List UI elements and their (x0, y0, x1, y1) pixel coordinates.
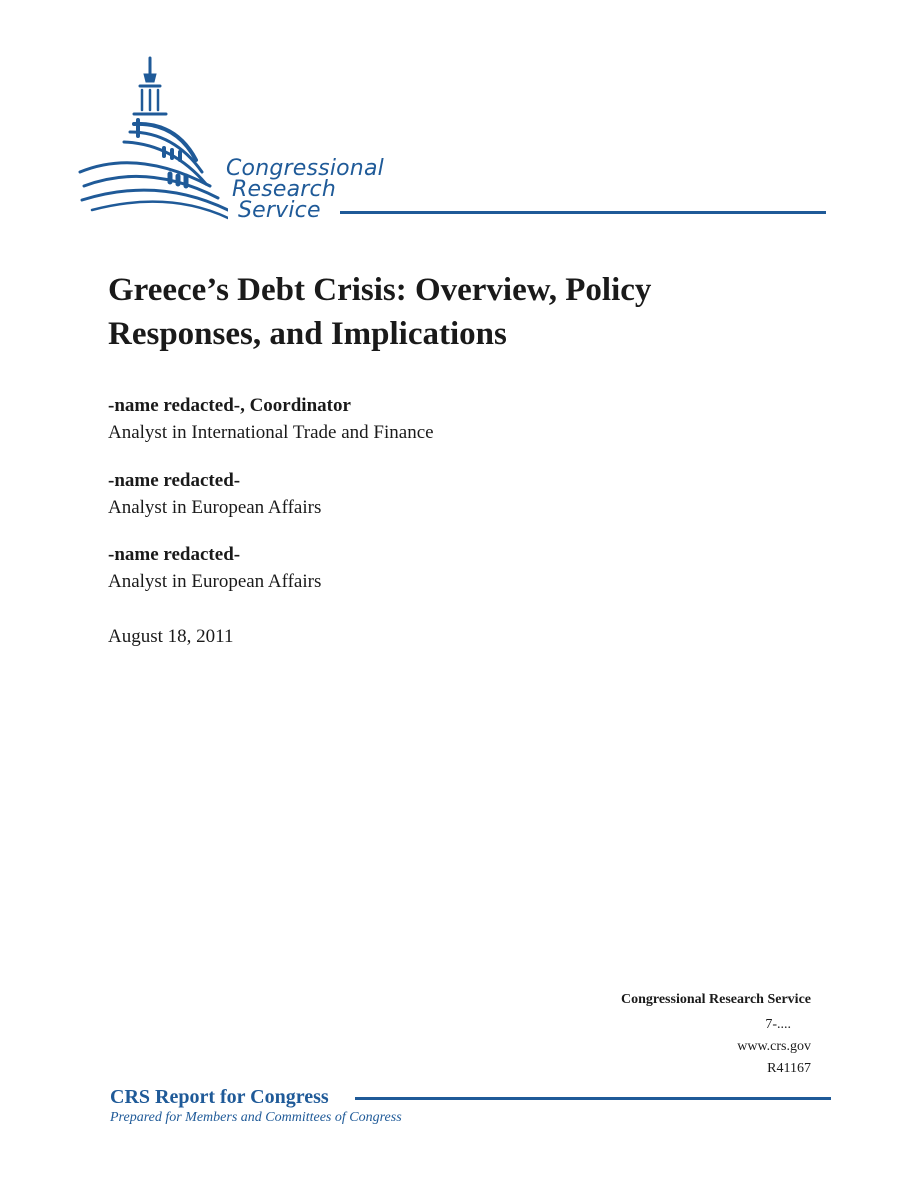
crs-capitol-logo (78, 52, 228, 226)
meta-website-link[interactable]: www.crs.gov (737, 1039, 811, 1054)
capitol-dome-icon (78, 52, 228, 222)
report-title: Greece’s Debt Crisis: Overview, Policy Responses, and Implications (108, 272, 652, 352)
crs-tagline: Prepared for Members and Committees of Congress (110, 1110, 402, 1125)
logo-text-research: Research (232, 177, 336, 202)
author-block (108, 393, 708, 447)
footer-divider (355, 1097, 831, 1100)
report-date: August 18, 2011 (108, 626, 234, 647)
author-role: Analyst in European Affairs (108, 571, 322, 592)
report-meta (621, 990, 811, 1080)
crs-report-series: CRS Report for Congress (110, 1086, 329, 1108)
logo-text-service: Service (238, 198, 321, 223)
author-role: Analyst in European Affairs (108, 497, 322, 518)
author-name: -name redacted- (108, 544, 241, 565)
author-name: -name redacted- (108, 470, 241, 491)
author-name: -name redacted-, Coordinator (108, 395, 351, 416)
author-block (108, 542, 708, 596)
meta-code: 7-.... (765, 1017, 791, 1032)
logo-text-congressional: Congressional (226, 156, 384, 181)
meta-report-number: R41167 (767, 1061, 811, 1076)
meta-organization: Congressional Research Service (620, 992, 811, 1007)
author-block (108, 468, 708, 522)
author-role: Analyst in International Trade and Finance (108, 422, 434, 443)
logo-divider (340, 211, 826, 214)
